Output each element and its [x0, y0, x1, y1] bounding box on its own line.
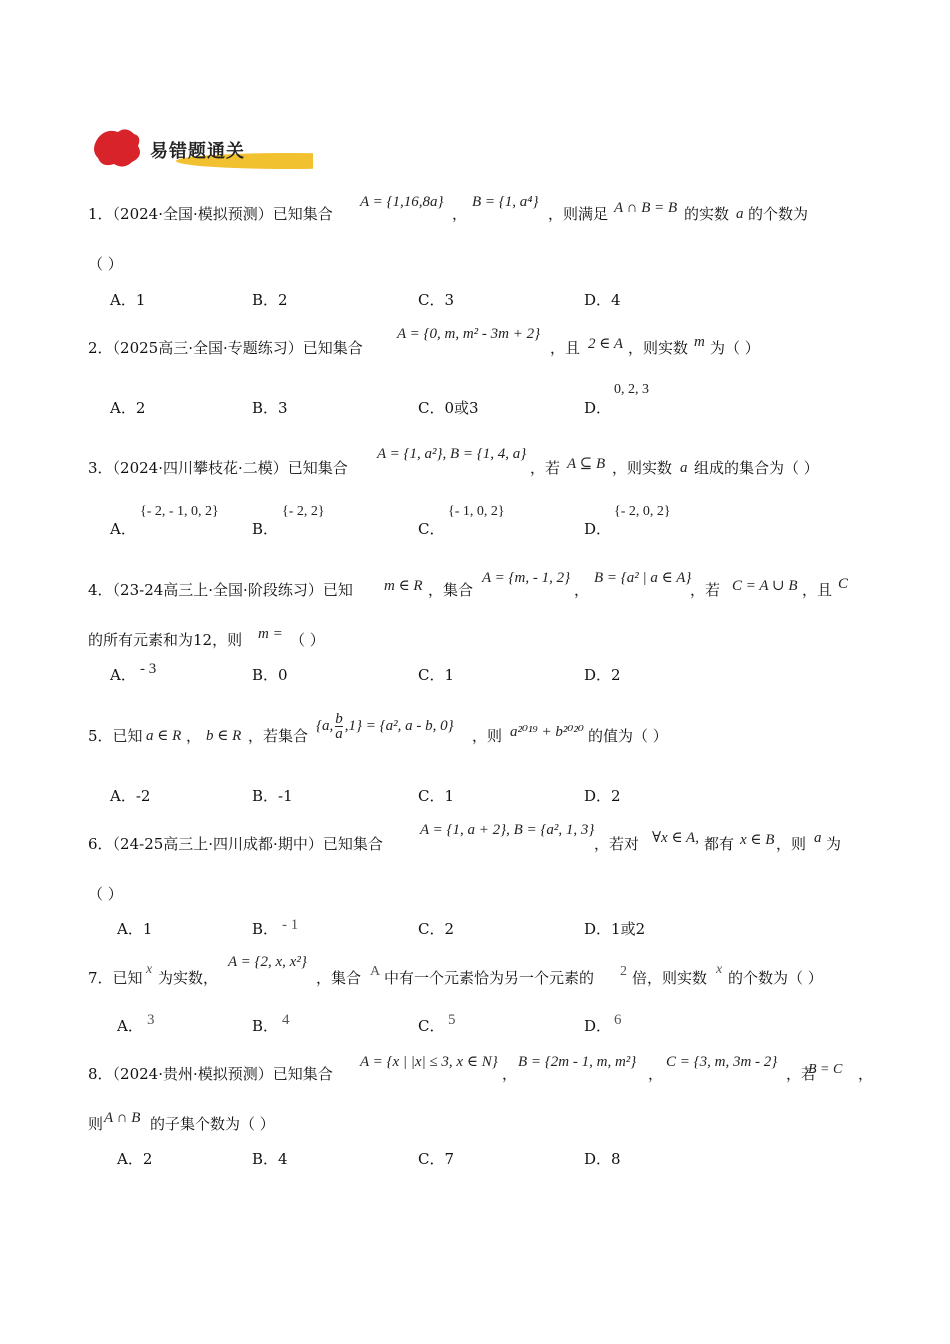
- q3-condition: A ⊆ B: [567, 456, 606, 472]
- q3-option-a[interactable]: A．: [110, 520, 136, 538]
- question-5-line1: 5．已知: [88, 727, 143, 745]
- q1-option-c[interactable]: C．3: [418, 291, 455, 309]
- q4-set-a: A = {m, - 1, 2}: [482, 570, 571, 586]
- q5-expression: a²⁰¹⁹ + b²⁰²⁰: [510, 724, 584, 740]
- q8-option-b[interactable]: B．4: [252, 1150, 288, 1168]
- question-2-line1: 2．（2025高三·全国·专题练习）已知集合: [88, 339, 363, 357]
- question-6-line1: 6．（24-25高三上·四川成都·期中）已知集合: [88, 835, 383, 853]
- q3-option-c[interactable]: C．: [418, 520, 445, 538]
- q7-option-a[interactable]: A．: [117, 1017, 143, 1035]
- q4-option-a[interactable]: A．: [110, 666, 136, 684]
- q2-set-a: A = {0, m, m² - 3m + 2}: [397, 326, 541, 342]
- q8-option-d[interactable]: D．8: [584, 1150, 621, 1168]
- q1-set-b: B = {1, a⁴}: [472, 194, 539, 210]
- q1-option-a[interactable]: A．1: [110, 291, 146, 309]
- q7-option-d[interactable]: D．: [584, 1017, 612, 1035]
- q5-option-a[interactable]: A．-2: [110, 787, 151, 805]
- banner-blob-icon: [94, 129, 140, 166]
- q2-option-b[interactable]: B．3: [252, 399, 288, 417]
- q3-option-b[interactable]: B．: [252, 520, 279, 538]
- q5-option-c[interactable]: C．1: [418, 787, 455, 805]
- question-8-line1: 8．（2024·贵州·模拟预测）已知集合: [88, 1065, 333, 1083]
- q1-condition: A ∩ B = B: [614, 200, 678, 216]
- q2-option-c[interactable]: C．0或3: [418, 399, 479, 417]
- q1-option-d[interactable]: D．4: [584, 291, 621, 309]
- q6-option-c[interactable]: C．2: [418, 920, 455, 938]
- q4-option-b[interactable]: B．0: [252, 666, 288, 684]
- q5-set-equation: {a, $\frac{b}{a}$ ,1} = {a², a - b, 0}: [316, 711, 454, 742]
- q2-option-d[interactable]: D．: [584, 399, 612, 417]
- q3-sets: A = {1, a²}, B = {1, 4, a}: [377, 446, 527, 462]
- q1-option-b[interactable]: B．2: [252, 291, 288, 309]
- q7-option-c[interactable]: C．: [418, 1017, 445, 1035]
- q7-option-b[interactable]: B．: [252, 1017, 279, 1035]
- q5-option-b[interactable]: B．-1: [252, 787, 293, 805]
- q8-option-c[interactable]: C．7: [418, 1150, 455, 1168]
- q6-option-b[interactable]: B．: [252, 920, 279, 938]
- question-1-line1: 1．（2024·全国·模拟预测）已知集合: [88, 205, 333, 223]
- q5-option-d[interactable]: D．2: [584, 787, 621, 805]
- q3-option-d[interactable]: D．: [584, 520, 612, 538]
- q6-option-a[interactable]: A．1: [117, 920, 153, 938]
- q4-option-c[interactable]: C．1: [418, 666, 455, 684]
- q4-set-b: B = {a² | a ∈ A}: [594, 570, 692, 586]
- q8-set-a: A = {x | |x| ≤ 3, x ∈ N}: [360, 1054, 498, 1070]
- q6-sets: A = {1, a + 2}, B = {a², 1, 3}: [420, 822, 595, 838]
- q2-option-a[interactable]: A．2: [110, 399, 146, 417]
- q7-set-a: A = {2, x, x²}: [228, 954, 307, 970]
- q1-set-a: A = {1,16,8a}: [360, 194, 444, 210]
- question-4-line1: 4．（23-24高三上·全国·阶段练习）已知: [88, 581, 353, 599]
- section-title: 易错题通关: [150, 141, 245, 162]
- q2-option-d-math: 0, 2, 3: [614, 382, 649, 397]
- q1-answer-paren: （ ）: [88, 255, 123, 273]
- q8-set-c: C = {3, m, 3m - 2}: [666, 1054, 778, 1070]
- q6-option-d[interactable]: D．1或2: [584, 920, 646, 938]
- q8-option-a[interactable]: A．2: [117, 1150, 153, 1168]
- question-3-line1: 3．（2024·四川攀枝花·二模）已知集合: [88, 459, 348, 477]
- q4-option-d[interactable]: D．2: [584, 666, 621, 684]
- q2-condition: 2 ∈ A: [588, 336, 623, 352]
- q8-set-b: B = {2m - 1, m, m²}: [518, 1054, 637, 1070]
- q6-answer-paren: （ ）: [88, 885, 123, 903]
- question-7-line1: 7．已知: [88, 969, 143, 987]
